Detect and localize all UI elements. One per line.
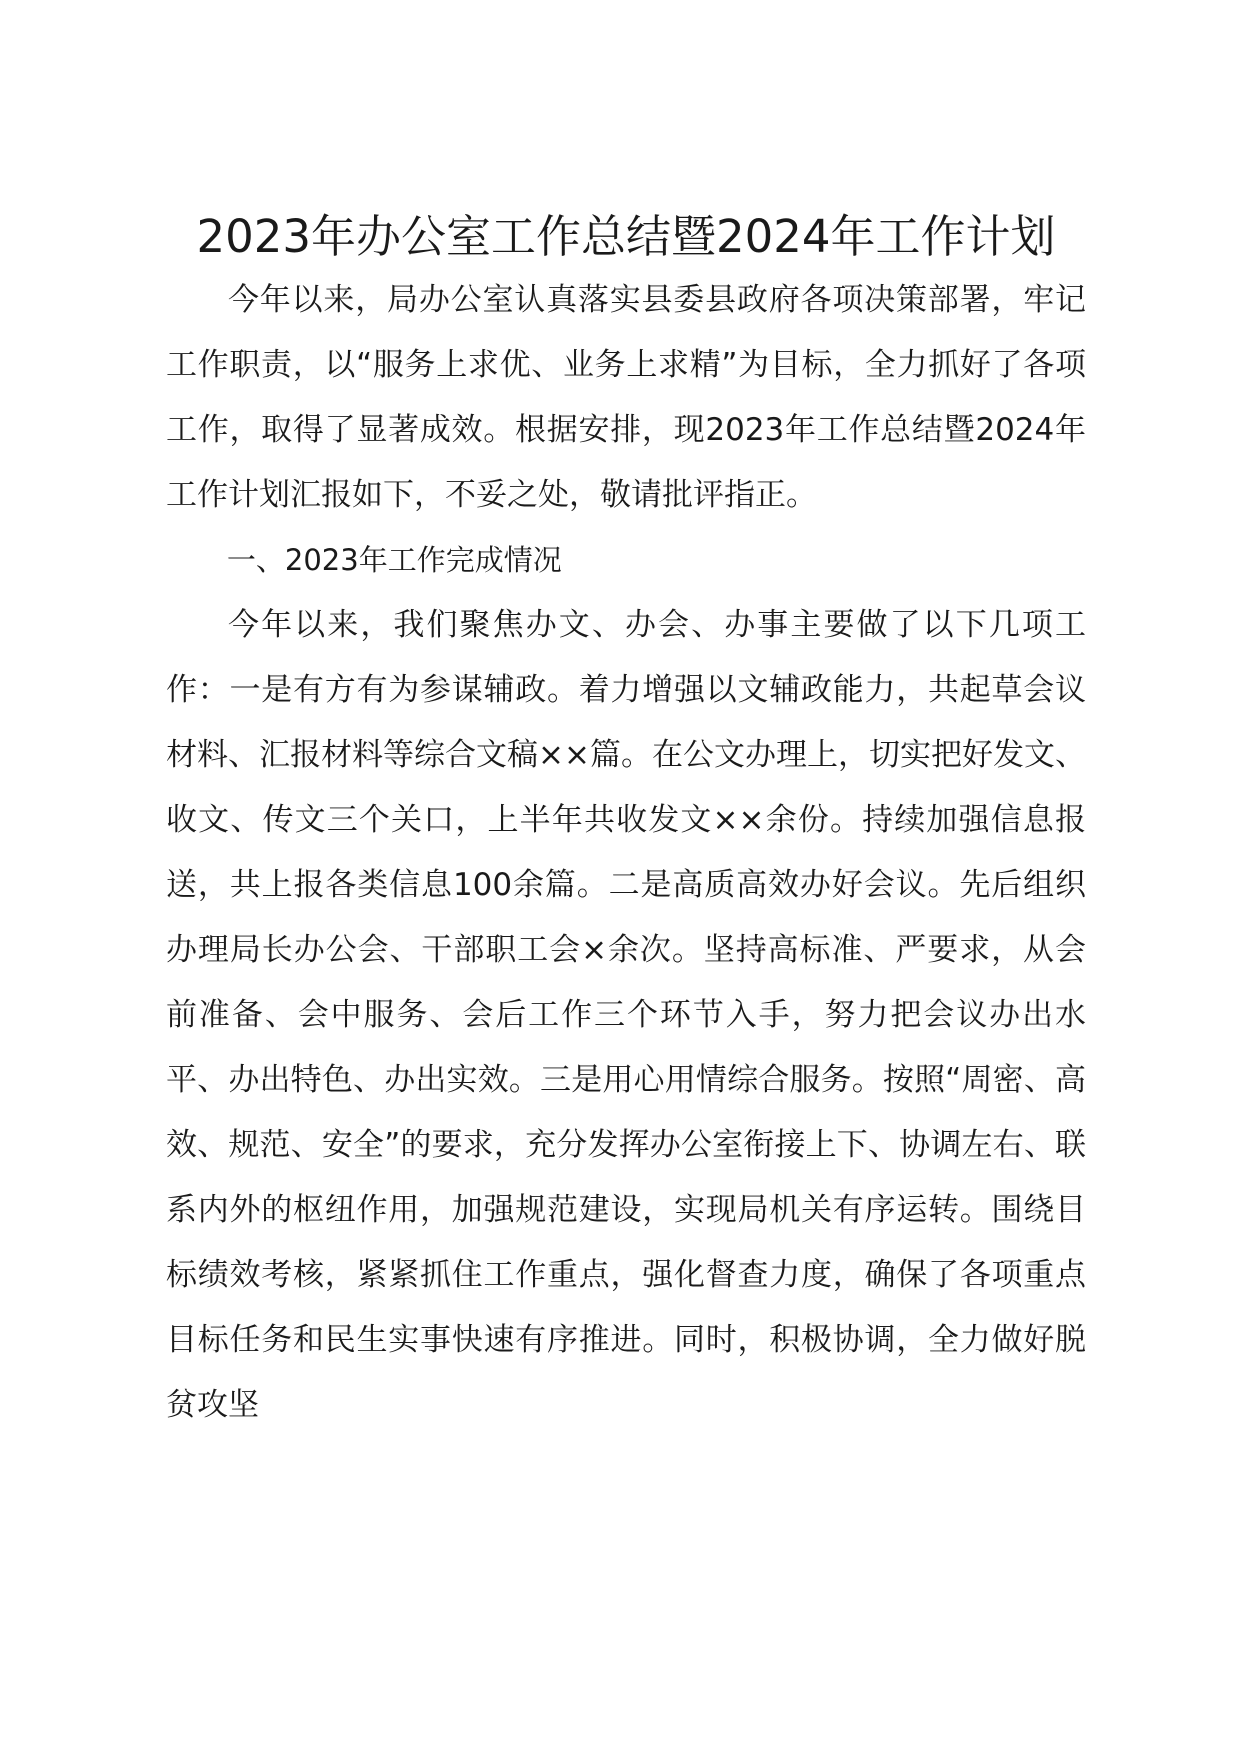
- document-page: [166, 206, 1086, 1438]
- section-paragraph: 今年以来，我们聚焦办文、办会、办事主要做了以下几项工作：一是有方有为参谋辅政。着力增强以文辅政能力，共起草会议材料、汇报材料等综合文稿××篇。在公文办理上，切实把好发文、收文、传文三个关口，上半年共收发文××余份。持续加强信息报送，共上报各类信息100余篇。二是高质高效办好会议。先后组织办理局长办公会、干部职工会×余次。坚持高标准、严要求，从会前准备、会中服务、会后工作三个环节入手，努力把会议办出水平、办出特色、办出实效。三是用心用情综合服务。按照“周密、高效、规范、安全”的要求，充分发挥办公室衔接上下、协调左右、联系内外的枢纽作用，加强规范建设，实现局机关有序运转。围绕目标绩效考核，紧紧抓住工作重点，强化督查力度，确保了各项重点目标任务和民生实事快速有序推进。同时，积极协调，全力做好脱贫攻坚: [166, 607, 1086, 1423]
- section-heading: 一、2023年工作完成情况: [226, 543, 562, 577]
- document-title: 2023年办公室工作总结暨2024年工作计划: [196, 210, 1056, 263]
- intro-paragraph: 今年以来，局办公室认真落实县委县政府各项决策部署，牢记工作职责，以“服务上求优、业务上求精”为目标，全力抓好了各项工作，取得了显著成效。根据安排，现2023年工作总结暨2024年工作计划汇报如下，不妥之处，敬请批评指正。: [166, 282, 1086, 513]
